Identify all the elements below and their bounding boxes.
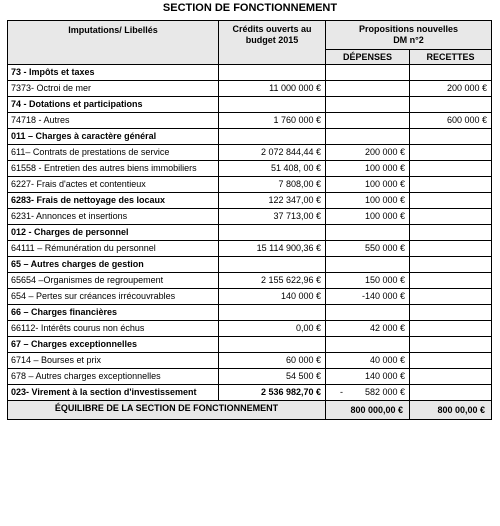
- row-credit: 60 000 €: [219, 353, 326, 369]
- table-row: [8, 241, 492, 257]
- row-depense: 550 000 €: [326, 241, 410, 257]
- table-body: [8, 65, 492, 401]
- header-imputations: Imputations/ Libellés: [8, 21, 219, 65]
- row-credit: 122 347,00 €: [219, 193, 326, 209]
- budget-table: [7, 20, 492, 420]
- row-depense: [326, 225, 410, 241]
- page-title: SECTION DE FONCTIONNEMENT: [162, 2, 338, 14]
- footer-depense: 800 000,00 €: [326, 401, 410, 420]
- row-recette: [410, 193, 492, 209]
- row-credit: [219, 97, 326, 113]
- row-label: 61558 - Entretien des autres biens immobiliers: [8, 161, 219, 177]
- row-depense: 100 000 €: [326, 193, 410, 209]
- row-credit: 2 155 622,96 €: [219, 273, 326, 289]
- row-credit: [219, 129, 326, 145]
- table-row: [8, 369, 492, 385]
- table-row: [8, 177, 492, 193]
- table-row: [8, 81, 492, 97]
- row-credit: 1 760 000 €: [219, 113, 326, 129]
- row-label: 7373- Octroi de mer: [8, 81, 219, 97]
- row-label: 023- Virement à la section d'investissement: [8, 385, 219, 401]
- table-row: [8, 129, 492, 145]
- row-recette: [410, 65, 492, 81]
- row-label: 65 – Autres charges de gestion: [8, 257, 219, 273]
- row-label: 611– Contrats de prestations de service: [8, 145, 219, 161]
- row-recette: [410, 129, 492, 145]
- row-credit: [219, 337, 326, 353]
- header-credits: Crédits ouverts au budget 2015: [219, 21, 326, 65]
- row-recette: [410, 161, 492, 177]
- table-row: [8, 145, 492, 161]
- footer-label: ÉQUILIBRE DE LA SECTION DE FONCTIONNEMENT: [8, 401, 326, 420]
- row-label: 74718 - Autres: [8, 113, 219, 129]
- table-row: [8, 273, 492, 289]
- row-depense: 100 000 €: [326, 209, 410, 225]
- row-label: 6227- Frais d'actes et contentieux: [8, 177, 219, 193]
- row-label: 67 – Charges exceptionnelles: [8, 337, 219, 353]
- row-recette: [410, 273, 492, 289]
- row-credit: [219, 305, 326, 321]
- row-depense: [326, 305, 410, 321]
- row-depense: [326, 97, 410, 113]
- row-depense: [326, 113, 410, 129]
- header-row: [8, 21, 492, 50]
- row-credit: 51 408, 00 €: [219, 161, 326, 177]
- table-row: [8, 225, 492, 241]
- header-propositions: Propositions nouvelles DM n°2: [326, 21, 492, 50]
- table-row: [8, 385, 492, 401]
- row-label: 6283- Frais de nettoyage des locaux: [8, 193, 219, 209]
- header-depenses: DÉPENSES: [326, 50, 410, 65]
- table-row: [8, 305, 492, 321]
- table-row: [8, 161, 492, 177]
- row-depense: 200 000 €: [326, 145, 410, 161]
- table-row: [8, 257, 492, 273]
- row-credit: 2 536 982,70 €: [219, 385, 326, 401]
- row-recette: [410, 369, 492, 385]
- row-recette: [410, 177, 492, 193]
- row-recette: [410, 209, 492, 225]
- table-row: [8, 337, 492, 353]
- row-label: 74 - Dotations et participations: [8, 97, 219, 113]
- row-depense: 150 000 €: [326, 273, 410, 289]
- table-row: [8, 209, 492, 225]
- row-recette: [410, 385, 492, 401]
- row-credit: 140 000 €: [219, 289, 326, 305]
- row-credit: [219, 257, 326, 273]
- footer-recette: 800 00,00 €: [410, 401, 492, 420]
- row-recette: 200 000 €: [410, 81, 492, 97]
- row-credit: 7 808,00 €: [219, 177, 326, 193]
- row-credit: [219, 225, 326, 241]
- row-depense: [326, 385, 410, 401]
- row-label: 66112- Intérêts courus non échus: [8, 321, 219, 337]
- row-label: 654 – Pertes sur créances irrécouvrables: [8, 289, 219, 305]
- row-depense: [326, 337, 410, 353]
- row-label: 011 – Charges à caractère général: [8, 129, 219, 145]
- row-depense: [326, 257, 410, 273]
- row-depense: 40 000 €: [326, 353, 410, 369]
- row-recette: [410, 145, 492, 161]
- row-recette: 600 000 €: [410, 113, 492, 129]
- row-credit: 37 713,00 €: [219, 209, 326, 225]
- row-depense: [326, 65, 410, 81]
- row-recette: [410, 225, 492, 241]
- row-depense: -140 000 €: [326, 289, 410, 305]
- row-credit: 0,00 €: [219, 321, 326, 337]
- table-row: [8, 65, 492, 81]
- row-depense-prefix: -: [340, 387, 343, 397]
- row-depense: 42 000 €: [326, 321, 410, 337]
- row-depense: [326, 129, 410, 145]
- row-recette: [410, 289, 492, 305]
- row-depense-value: 582 000 €: [364, 387, 405, 397]
- row-label: 66 – Charges financières: [8, 305, 219, 321]
- row-label: 012 - Charges de personnel: [8, 225, 219, 241]
- row-label: 73 - Impôts et taxes: [8, 65, 219, 81]
- row-recette: [410, 241, 492, 257]
- table-row: [8, 97, 492, 113]
- row-credit: 2 072 844,44 €: [219, 145, 326, 161]
- table-row: [8, 353, 492, 369]
- row-recette: [410, 305, 492, 321]
- table-row: [8, 113, 492, 129]
- table-row: [8, 321, 492, 337]
- row-label: 6714 – Bourses et prix: [8, 353, 219, 369]
- row-credit: 15 114 900,36 €: [219, 241, 326, 257]
- row-recette: [410, 321, 492, 337]
- row-depense: [326, 81, 410, 97]
- table-row: [8, 193, 492, 209]
- row-label: 65654 –Organismes de regroupement: [8, 273, 219, 289]
- row-label: 6231- Annonces et insertions: [8, 209, 219, 225]
- row-credit: 11 000 000 €: [219, 81, 326, 97]
- row-depense: 140 000 €: [326, 369, 410, 385]
- row-recette: [410, 353, 492, 369]
- row-recette: [410, 337, 492, 353]
- row-recette: [410, 257, 492, 273]
- row-depense: 100 000 €: [326, 177, 410, 193]
- row-credit: 54 500 €: [219, 369, 326, 385]
- row-depense: 100 000 €: [326, 161, 410, 177]
- row-label: 64111 – Rémunération du personnel: [8, 241, 219, 257]
- row-recette: [410, 97, 492, 113]
- header-recettes: RECETTES: [410, 50, 492, 65]
- row-credit: [219, 65, 326, 81]
- row-label: 678 – Autres charges exceptionnelles: [8, 369, 219, 385]
- footer-row: [8, 401, 492, 420]
- table-row: [8, 289, 492, 305]
